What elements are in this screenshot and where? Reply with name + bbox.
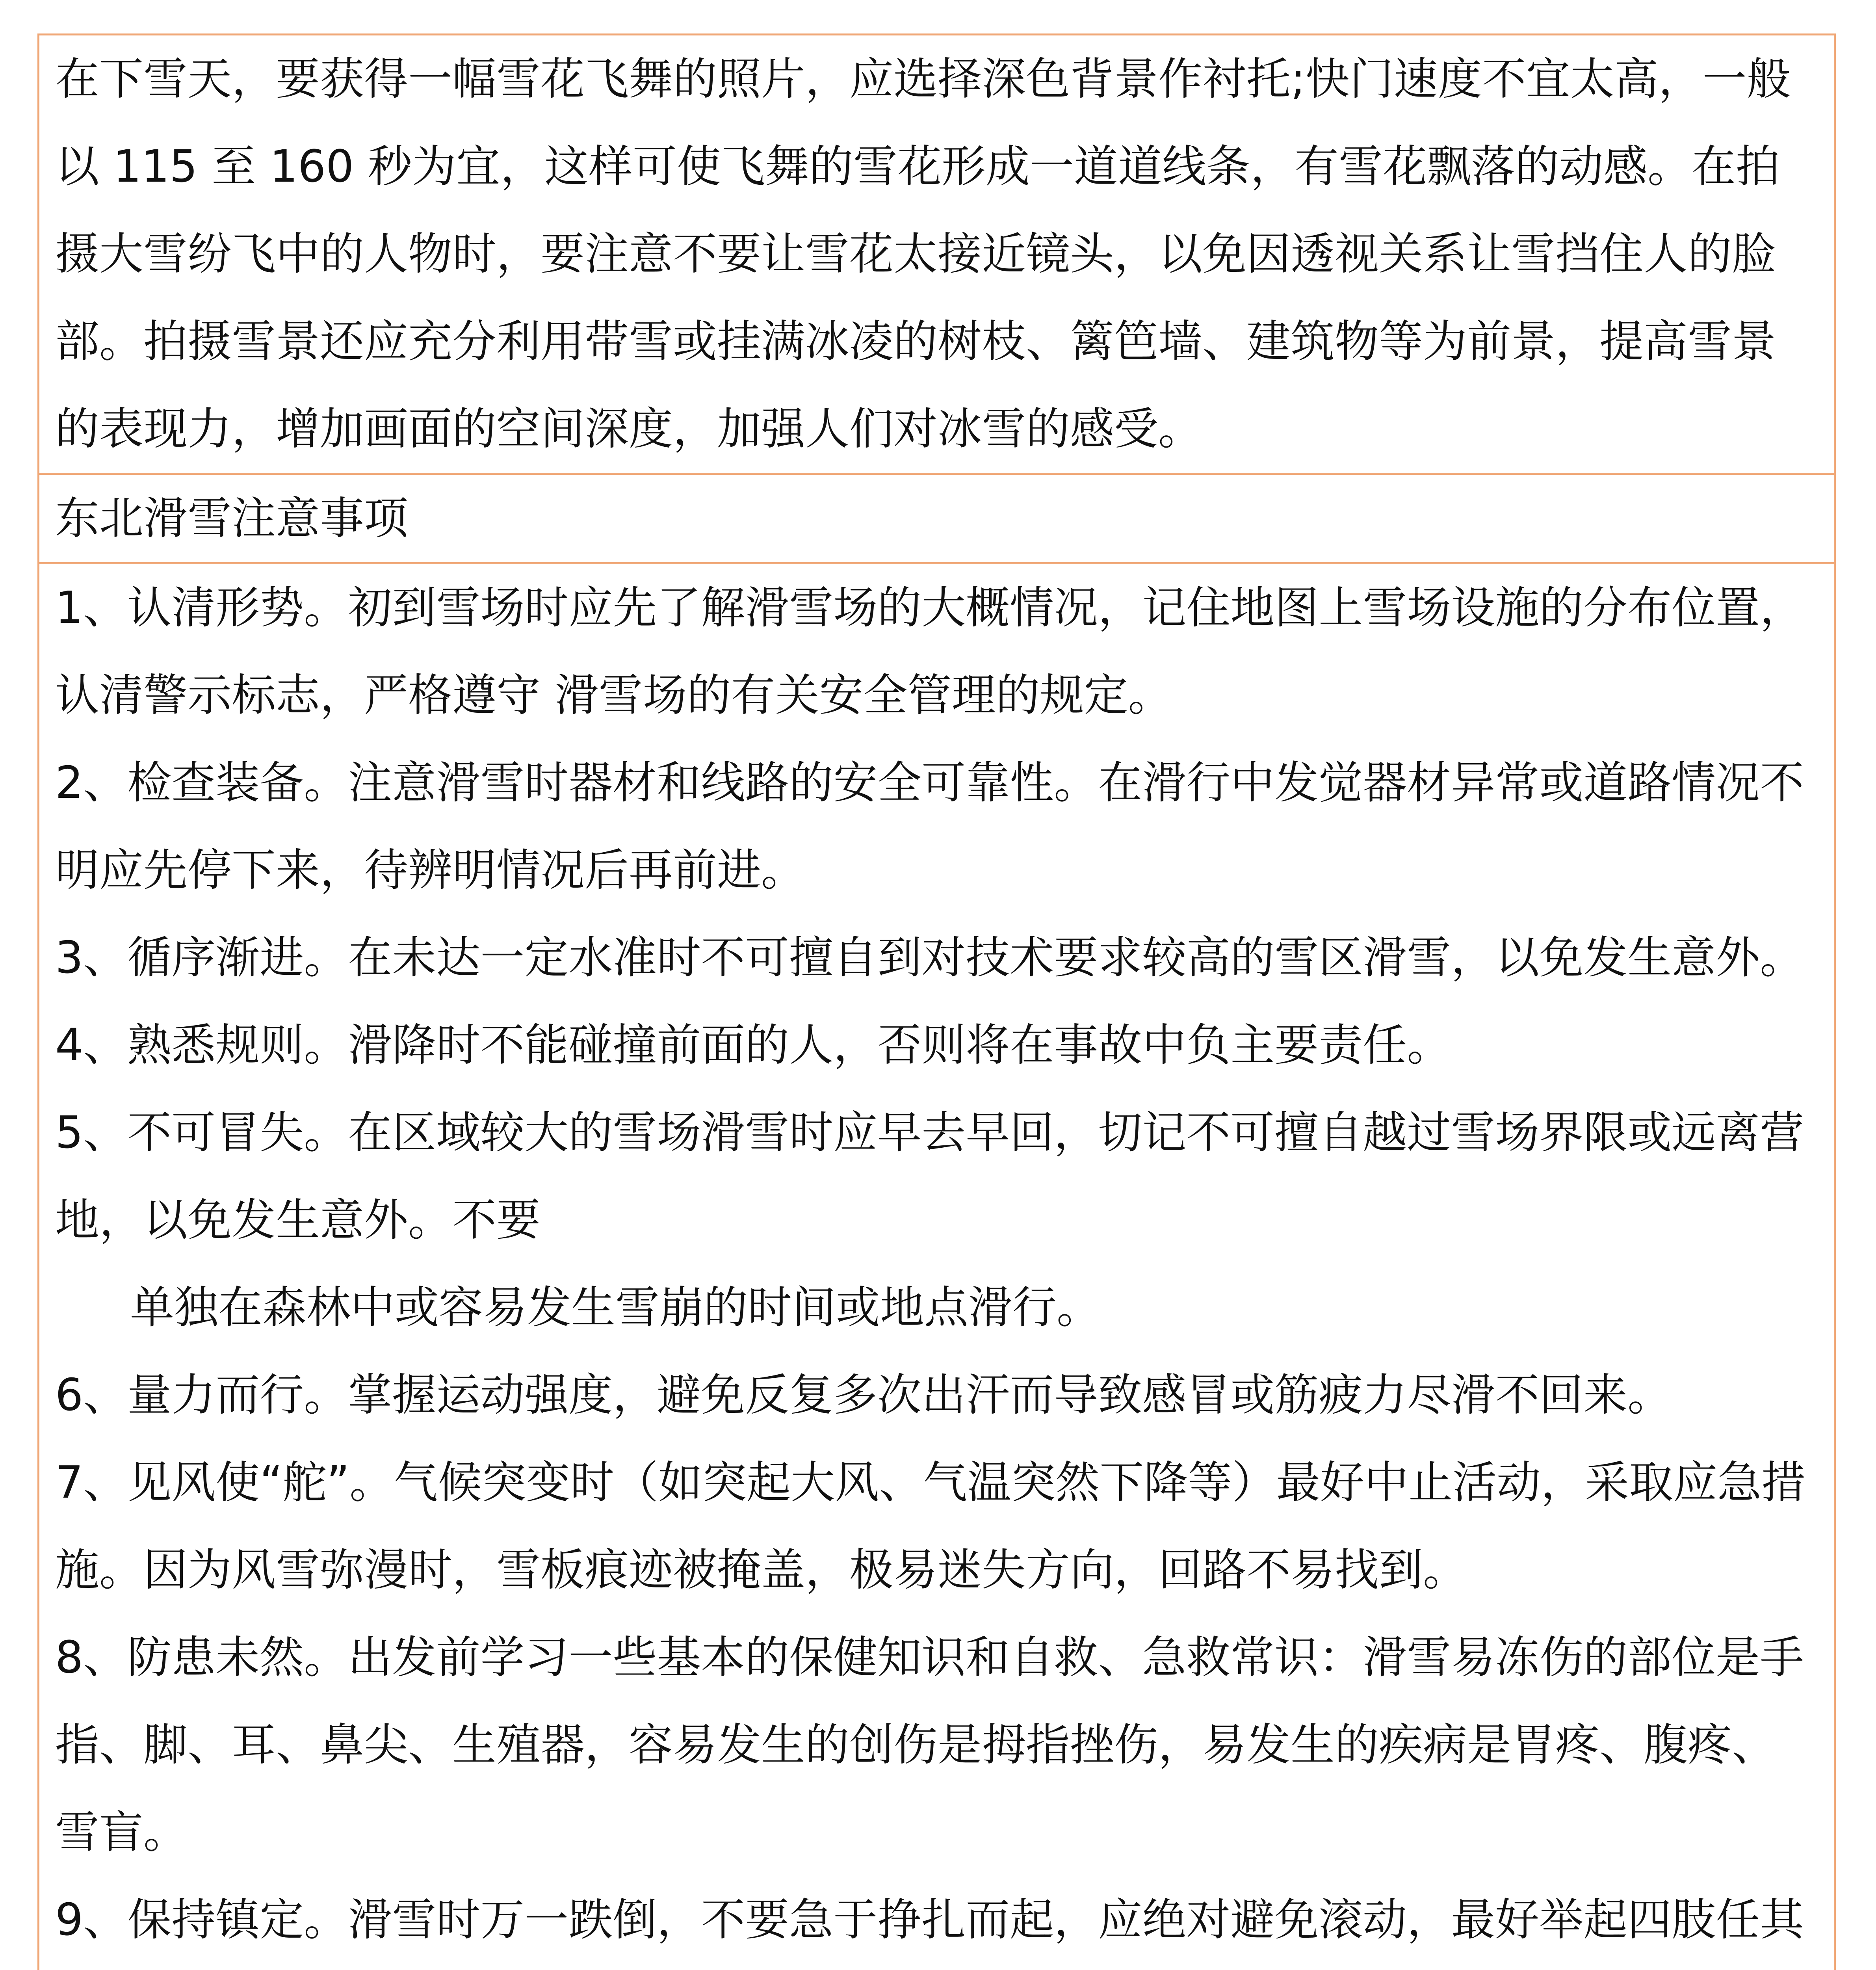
section-title: 东北滑雪注意事项: [55, 493, 408, 544]
intro-paragraph: 在下雪天，要获得一幅雪花飞舞的照片，应选择深色背景作衬托;快门速度不宜太高，一般以 115 至 160 秒为宜，这样可使飞舞的雪花形成一道道线条，有雪花飘落的动感。在拍摄大雪纷飞中的人物时，要注意不要让雪花太接近镜头，以免因透视关系让雪挡住人的脸部。拍摄雪景还应充分利用带雪或挂满冰凌的树枝、篱笆墙、建筑物等为前景，提高雪景的表现力，增加画面的空间深度，加强人们对冰雪的感受。: [55, 54, 1791, 455]
tip-item: 6、量力而行。掌握运动强度，避免反复多次出汗而导致感冒或筋疲力尽滑不回来。: [55, 1370, 1672, 1421]
tip-item: 9、保持镇定。滑雪时万一跌倒，不要急于挣扎而起，应绝对避免滚动，最好举起四肢任其: [55, 1894, 1804, 1946]
section-title-row: [39, 475, 1834, 564]
tip-item: 4、熟悉规则。滑降时不能碰撞前面的人，否则将在事故中负主要责任。: [55, 1020, 1451, 1071]
tip-item: 3、循序渐进。在未达一定水准时不可擅自到对技术要求较高的雪区滑雪，以免发生意外。: [55, 932, 1804, 983]
tip-item: 8、防患未然。出发前学习一些基本的保健知识和自救、急救常识：滑雪易冻伤的部位是手指、脚、耳、鼻尖、生殖器，容易发生的创伤是拇指挫伤，易发生的疾病是胃疼、腹疼、雪盲。: [55, 1632, 1804, 1858]
intro-row: [39, 35, 1834, 475]
itinerary-table: [37, 33, 1836, 1970]
tip-item: 7、见风使“舵”。气候突变时（如突起大风、气温突然下降等）最好中止活动，采取应急措施。因为风雪弥漫时，雪板痕迹被掩盖，极易迷失方向，回路不易找到。: [55, 1457, 1806, 1596]
tip-item: 1、认清形势。初到雪场时应先了解滑雪场的大概情况，记住地图上雪场设施的分布位置，认清警示标志，严格遵守 滑雪场的有关安全管理的规定。: [55, 582, 1804, 721]
tip-item: 5、不可冒失。在区域较大的雪场滑雪时应早去早回，切记不可擅自越过雪场界限或远离营地，以免发生意外。不要: [55, 1107, 1804, 1246]
tips-row: [39, 564, 1834, 1970]
tip-item: 2、检查装备。注意滑雪时器材和线路的安全可靠性。在滑行中发觉器材异常或道路情况不明应先停下来，待辨明情况后再前进。: [55, 757, 1804, 896]
tip-item-continuation: 单独在森林中或容易发生雪崩的时间或地点滑行。: [130, 1282, 1101, 1333]
